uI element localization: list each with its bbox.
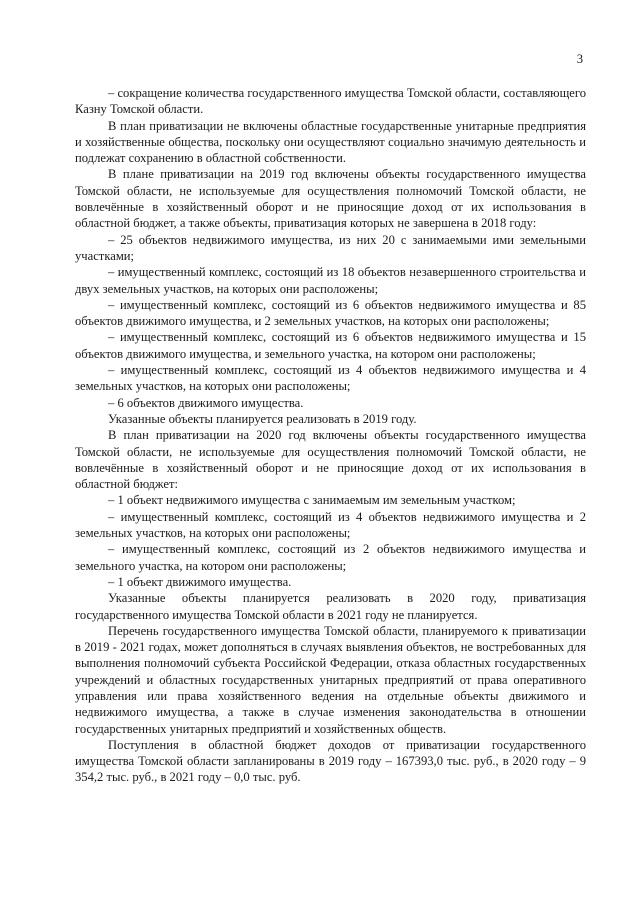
list-item: – имущественный комплекс, состоящий из 2 объектов недвижимого имущества и земельного участка, на котором они расположены; [75, 542, 586, 573]
paragraph: Указанные объекты планируется реализовать в 2019 году. [108, 411, 417, 426]
list-item: – 1 объект движимого имущества. [108, 574, 292, 589]
paragraph: В план приватизации на 2020 год включены объекты государственного имущества Томской области, не используемые для осуществления полномочий Томской области, не вовлечённые в хозяйственный оборот и не приносящие доход от их использования в областной бюджет: [75, 428, 586, 492]
paragraph: В плане приватизации на 2019 год включены объекты государственного имущества Томской области, не используемые для осуществления полномочий Томской области, не вовлечённые в хозяйственный оборот и не приносящие доход от их использования в областной бюджет, а также объекты, приватизация которых не завершена в 2018 году: [75, 167, 586, 231]
paragraph: Поступления в областной бюджет доходов от приватизации государственного имущества Томской области запланированы в 2019 году – 167393,0 тыс. руб., в 2020 году – 9 354,2 тыс. руб., в 2021 году – 0,0 тыс. руб. [75, 737, 586, 785]
paragraph: – сокращение количества государственного имущества Томской области, составляющего Казну Томской области. [75, 86, 587, 117]
paragraph: В план приватизации не включены областные государственные унитарные предприятия и хозяйственные общества, поскольку они осуществляют социально значимую деятельность и подлежат сохранению в областной собственности. [75, 118, 586, 166]
paragraph: Указанные объекты планируется реализовать в 2020 году, приватизация государственного имущества Томской области в 2021 году не планируется. [75, 591, 586, 622]
list-item: – 6 объектов движимого имущества. [108, 395, 304, 410]
list-item: – 1 объект недвижимого имущества с занимаемым им земельным участком; [108, 493, 516, 508]
list-item: – имущественный комплекс, состоящий из 4 объектов недвижимого имущества и 2 земельных участков, на которых они расположены; [75, 509, 586, 541]
list-item: – имущественный комплекс, состоящий из 18 объектов незавершенного строительства и двух земельных участков, на которых они расположены; [75, 265, 586, 296]
list-item: – имущественный комплекс, состоящий из 6 объектов недвижимого имущества и 15 объектов движимого имущества, и земельного участка, на котором они расположены; [75, 330, 586, 361]
paragraph: Перечень государственного имущества Томской области, планируемого к приватизации в 2019 - 2021 годах, может дополняться в случаях выявления объектов, не востребованных для выполнения полномочий субъекта Российской Федерации, отказа областных государственных учреждений и областных государственных унитарных предприятий от права оперативного управления или права хозяйственного ведения на отдельные объекты движимого и недвижимого имущества, а также в случае изменения законодательства в отношении государственных унитарных предприятий и хозяйственных обществ. [75, 623, 586, 736]
list-item: – имущественный комплекс, состоящий из 4 объектов недвижимого имущества и 4 земельных участков, на которых они расположены; [75, 363, 586, 394]
page-number: 3 [576, 52, 583, 66]
list-item: – 25 объектов недвижимого имущества, из них 20 с занимаемыми ими земельными участками; [75, 232, 586, 263]
body-text [75, 85, 586, 786]
list-item: – имущественный комплекс, состоящий из 6 объектов недвижимого имущества и 85 объектов движимого имущества, и 2 земельных участков, на которых они расположены; [75, 297, 586, 329]
